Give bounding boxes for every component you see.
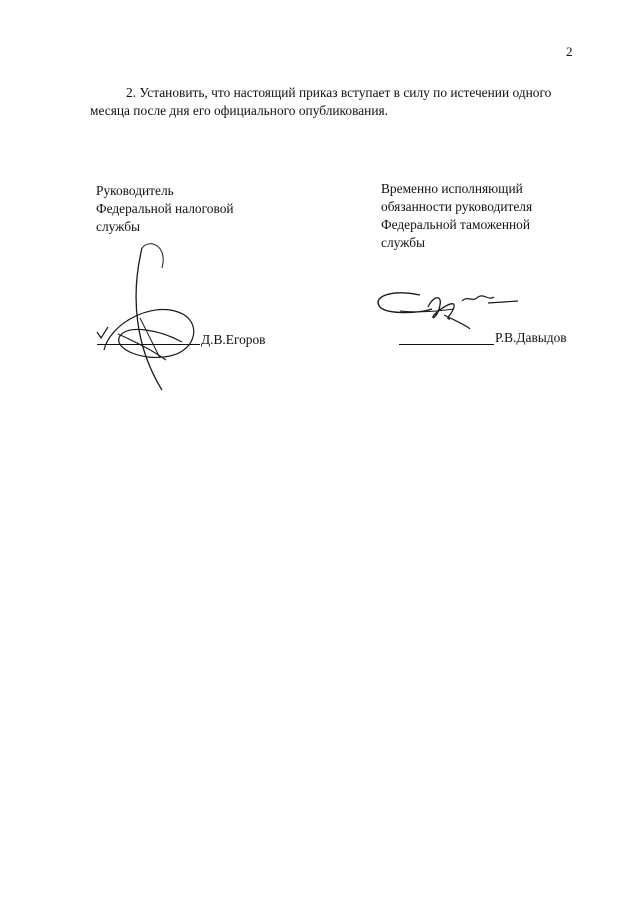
right-signer-title-line: Временно исполняющий: [381, 181, 523, 196]
checkmark-icon: [95, 325, 111, 341]
left-handwritten-signature: [90, 238, 220, 398]
right-signer-name: Р.В.Давыдов: [495, 330, 567, 345]
order-paragraph-text: 2. Установить, что настоящий приказ вступает в силу по истечении одного месяца после дня его официального опубликования.: [90, 85, 552, 118]
right-signer-title: [381, 180, 532, 252]
right-handwritten-signature: [370, 285, 530, 335]
left-signer-title-line: Руководитель: [96, 183, 174, 198]
right-signer-title-line: Федеральной таможенной: [381, 217, 531, 232]
right-signer-title-line: обязанности руководителя: [381, 199, 533, 214]
left-signature-line: [97, 344, 200, 345]
page-number: 2: [566, 44, 573, 59]
left-signer-title-line: службы: [96, 219, 141, 234]
left-signer-title: [96, 182, 234, 236]
right-signature-line: [399, 344, 494, 345]
left-signer-name: Д.В.Егоров: [201, 332, 266, 347]
left-signer-title-line: Федеральной налоговой: [96, 201, 234, 216]
order-paragraph-2: [90, 84, 590, 120]
right-signer-title-line: службы: [381, 235, 426, 250]
